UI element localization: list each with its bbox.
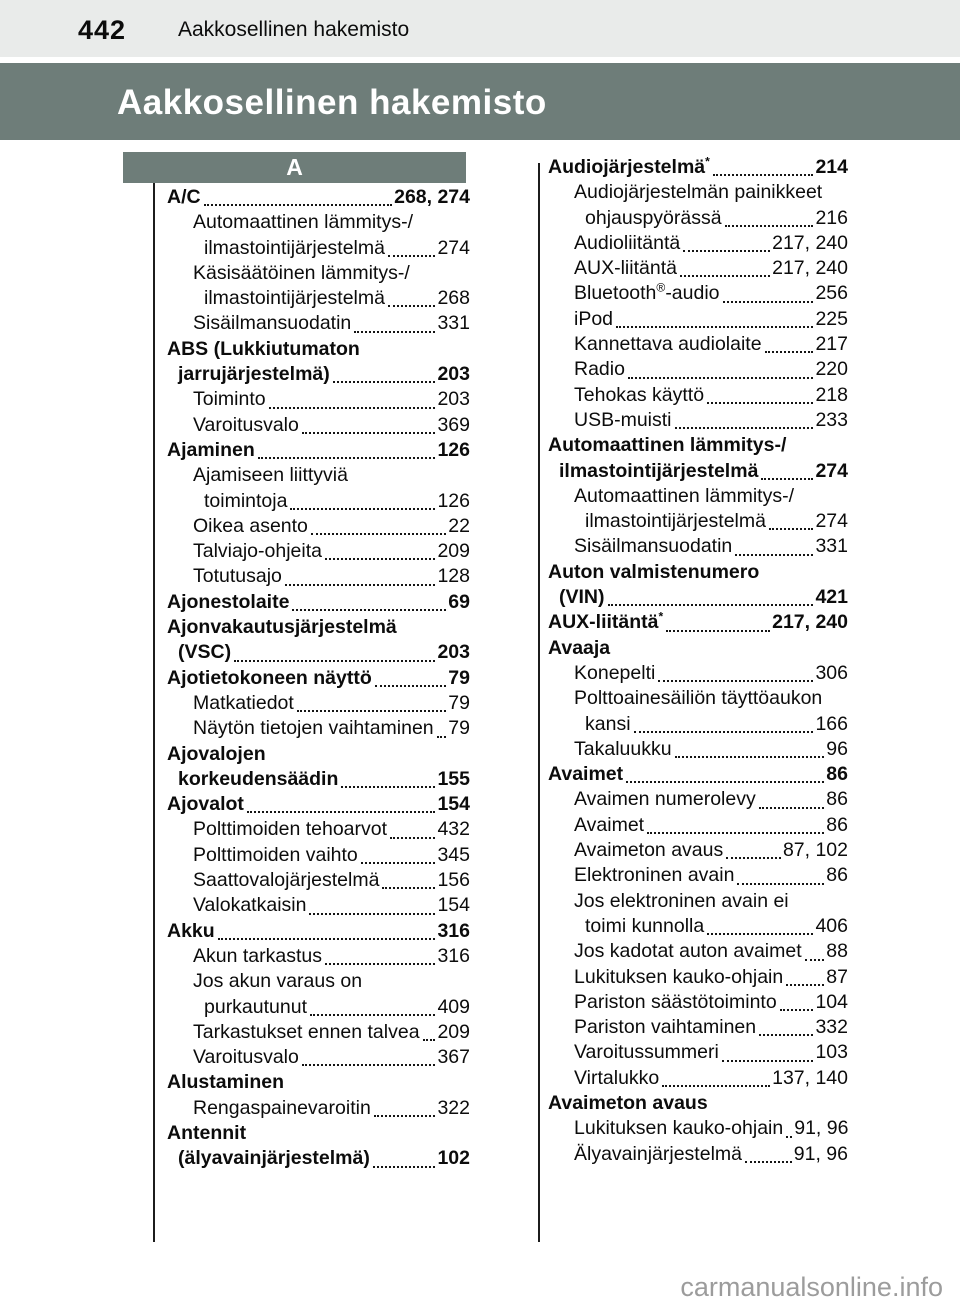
dot-leader bbox=[333, 381, 436, 383]
index-page-number: 155 bbox=[437, 767, 470, 790]
dot-leader bbox=[726, 857, 781, 859]
index-entry-line bbox=[167, 666, 470, 691]
dot-leader bbox=[325, 558, 435, 560]
index-page-number: 331 bbox=[815, 535, 848, 558]
dot-leader bbox=[759, 1034, 813, 1036]
index-entry-line bbox=[167, 1096, 470, 1121]
dot-leader bbox=[247, 811, 436, 813]
index-entry-label: iPod bbox=[574, 307, 614, 330]
dot-leader bbox=[722, 1060, 814, 1062]
index-entry-label: Valokatkaisin bbox=[193, 894, 307, 917]
index-entry-line bbox=[548, 838, 848, 863]
index-entry-label: ohjauspyörässä bbox=[585, 206, 722, 229]
index-page-number: 137, 140 bbox=[772, 1066, 848, 1089]
index-entry-label: Ajovalot bbox=[167, 793, 244, 816]
left-column-rule bbox=[153, 183, 155, 1242]
index-entry-label: Bluetooth®-audio bbox=[574, 280, 720, 305]
index-entry-line bbox=[548, 813, 848, 838]
index-entry-line bbox=[167, 944, 470, 969]
index-entry-label: Oikea asento bbox=[193, 514, 308, 537]
index-entry-line bbox=[167, 261, 470, 286]
index-page-number: 126 bbox=[437, 438, 470, 461]
chapter-title-banner bbox=[0, 63, 960, 140]
index-entry-label: USB-muisti bbox=[574, 408, 672, 431]
index-entry-line bbox=[548, 459, 848, 484]
index-page-number: 256 bbox=[815, 282, 848, 305]
dot-leader bbox=[675, 756, 825, 758]
dot-leader bbox=[745, 1161, 792, 1163]
index-entry-line bbox=[167, 742, 470, 767]
superscript-marker: * bbox=[705, 154, 710, 169]
index-entry-label: Lukituksen kauko-ohjain bbox=[574, 965, 784, 988]
index-entry-line bbox=[167, 893, 470, 918]
index-entry-label: Jos kadotat auton avaimet bbox=[574, 940, 802, 963]
index-entry-label: Audiojärjestelmän painikkeet bbox=[574, 181, 823, 204]
index-entry-label: ilmastointijärjestelmä bbox=[204, 287, 385, 310]
page-number-header: 442 bbox=[78, 15, 127, 45]
dot-leader bbox=[437, 736, 447, 738]
index-entry-line bbox=[548, 661, 848, 686]
index-entry-line bbox=[548, 965, 848, 990]
index-entry-line bbox=[167, 286, 470, 311]
index-entry-line bbox=[167, 1020, 470, 1045]
index-entry-label: Akun tarkastus bbox=[193, 944, 322, 967]
dot-leader bbox=[374, 1115, 436, 1117]
index-entry-label: Varoitusvalo bbox=[193, 1046, 299, 1069]
index-entry-label: Käsisäätöinen lämmitys-/ bbox=[193, 261, 410, 284]
index-entry-line bbox=[548, 939, 848, 964]
index-entry-label: Jos elektroninen avain ei bbox=[574, 889, 789, 912]
dot-leader bbox=[725, 225, 814, 227]
index-entry-label: A/C bbox=[167, 186, 201, 208]
dot-leader bbox=[218, 938, 436, 940]
index-page-number: 345 bbox=[437, 843, 470, 866]
dot-leader bbox=[354, 331, 435, 333]
dot-leader bbox=[805, 959, 825, 961]
index-page-number: 88 bbox=[826, 940, 848, 963]
index-entry-line bbox=[167, 919, 470, 944]
index-entry-label: Audiojärjestelmä* bbox=[548, 154, 710, 178]
index-entry-label: Älyavainjärjestelmä bbox=[574, 1142, 742, 1165]
index-entry-label: Alustaminen bbox=[167, 1071, 285, 1094]
index-entry-label: Takaluukku bbox=[574, 737, 672, 760]
index-page-number: 332 bbox=[815, 1016, 848, 1039]
index-entry-line bbox=[167, 413, 470, 438]
index-entry-label: Ajonvakautusjärjestelmä bbox=[167, 616, 397, 639]
index-page-number: 322 bbox=[437, 1096, 470, 1119]
index-page-number: 87 bbox=[826, 965, 848, 988]
index-page-number: 154 bbox=[437, 894, 470, 917]
index-entry-line bbox=[167, 640, 470, 665]
index-entry-label: Auton valmistenumero bbox=[548, 560, 760, 583]
index-entry-label: Ajonestolaite bbox=[167, 590, 290, 613]
dot-leader bbox=[302, 1064, 436, 1066]
index-entry-line bbox=[167, 489, 470, 514]
index-entry-line bbox=[548, 889, 848, 914]
index-column-left bbox=[167, 185, 470, 1172]
index-entry-line bbox=[167, 817, 470, 842]
index-entry-line bbox=[167, 210, 470, 235]
index-entry-line bbox=[167, 236, 470, 261]
dot-leader bbox=[375, 685, 447, 687]
index-entry-label: Audioliitäntä bbox=[574, 231, 681, 254]
index-page-number: 104 bbox=[815, 990, 848, 1013]
index-page-number: 274 bbox=[437, 236, 470, 259]
dot-leader bbox=[761, 478, 813, 480]
dot-leader bbox=[204, 204, 393, 206]
index-page-number: 86 bbox=[826, 813, 848, 836]
index-entry-line bbox=[167, 995, 470, 1020]
index-entry-label: Avaimeton avaus bbox=[574, 839, 724, 862]
index-entry-label: (älyavainjärjestelmä) bbox=[178, 1147, 370, 1170]
index-entry-label: Avaaja bbox=[548, 636, 611, 659]
index-page-number: 154 bbox=[437, 793, 470, 816]
dot-leader bbox=[309, 913, 435, 915]
index-entry-line bbox=[167, 716, 470, 741]
index-entry-label: Toiminto bbox=[193, 388, 266, 411]
index-entry-line bbox=[167, 767, 470, 792]
index-entry-label: Pariston vaihtaminen bbox=[574, 1016, 757, 1039]
index-page-number: 126 bbox=[437, 489, 470, 512]
index-entry-line bbox=[548, 787, 848, 812]
index-entry-label: Polttimoiden tehoarvot bbox=[193, 818, 388, 841]
index-entry-line bbox=[548, 990, 848, 1015]
dot-leader bbox=[311, 533, 446, 535]
index-entry-label: Automaattinen lämmitys-/ bbox=[548, 434, 787, 457]
index-entry-label: Radio bbox=[574, 358, 625, 381]
index-entry-label: Sisäilmansuodatin bbox=[574, 535, 733, 558]
index-page-number: 166 bbox=[815, 712, 848, 735]
index-page-number: 432 bbox=[437, 818, 470, 841]
index-entry-line bbox=[548, 307, 848, 332]
index-entry-label: Totutusajo bbox=[193, 565, 282, 588]
index-entry-line bbox=[167, 615, 470, 640]
column-divider-rule bbox=[538, 163, 540, 1242]
dot-leader bbox=[325, 963, 435, 965]
dot-leader bbox=[680, 275, 770, 277]
index-page-number: 217, 240 bbox=[772, 257, 848, 280]
dot-leader bbox=[310, 1014, 435, 1016]
index-entry-line bbox=[548, 509, 848, 534]
index-entry-line bbox=[167, 1045, 470, 1070]
index-page-number: 217 bbox=[815, 333, 848, 356]
index-entry-label: Virtalukko bbox=[574, 1066, 660, 1089]
index-entry-label: Konepelti bbox=[574, 661, 656, 684]
index-entry-line bbox=[548, 737, 848, 762]
index-page-number: 409 bbox=[437, 995, 470, 1018]
index-entry-label: Kannettava audiolaite bbox=[574, 333, 762, 356]
index-page-number: 86 bbox=[826, 763, 848, 786]
dot-leader bbox=[683, 250, 770, 252]
index-entry-line bbox=[548, 712, 848, 737]
index-page-number: 203 bbox=[437, 641, 470, 664]
index-page-number: 87, 102 bbox=[782, 839, 848, 862]
dot-leader bbox=[658, 680, 813, 682]
dot-leader bbox=[634, 731, 814, 733]
index-entry-line bbox=[548, 332, 848, 357]
index-entry-line bbox=[548, 610, 848, 635]
section-letter-box bbox=[123, 152, 466, 183]
index-page-number: 316 bbox=[437, 919, 470, 942]
index-entry-line bbox=[167, 868, 470, 893]
index-entry-label: ABS (Lukkiutumaton bbox=[167, 337, 360, 360]
index-entry-label: Polttimoiden vaihto bbox=[193, 843, 358, 866]
dot-leader bbox=[390, 837, 435, 839]
index-entry-label: Automaattinen lämmitys-/ bbox=[193, 211, 413, 234]
index-entry-line bbox=[548, 256, 848, 281]
index-page-number: 203 bbox=[437, 363, 470, 386]
index-entry-line bbox=[167, 463, 470, 488]
dot-leader bbox=[297, 710, 446, 712]
index-entry-line bbox=[548, 1040, 848, 1065]
index-entry-label: Antennit bbox=[167, 1121, 247, 1144]
index-page-number: 103 bbox=[815, 1041, 848, 1064]
dot-leader bbox=[388, 305, 435, 307]
index-entry-line bbox=[548, 155, 848, 180]
index-page-number: 203 bbox=[437, 388, 470, 411]
index-page-number: 220 bbox=[815, 358, 848, 381]
index-page-number: 331 bbox=[437, 312, 470, 335]
index-entry-label: AUX-liitäntä* bbox=[548, 609, 664, 634]
index-entry-label: toimi kunnolla bbox=[585, 914, 705, 937]
index-entry-line bbox=[548, 534, 848, 559]
index-page-number: 209 bbox=[437, 540, 470, 563]
index-entry-line bbox=[167, 590, 470, 615]
index-entry-line bbox=[167, 185, 470, 210]
dot-leader bbox=[382, 887, 435, 889]
index-page-number: 217, 240 bbox=[772, 611, 848, 634]
index-entry-label: kansi bbox=[585, 712, 631, 735]
index-entry-line bbox=[167, 843, 470, 868]
index-entry-line bbox=[167, 564, 470, 589]
index-page-number: 306 bbox=[815, 661, 848, 684]
dot-leader bbox=[780, 1009, 814, 1011]
index-entry-label: Ajotietokoneen näyttö bbox=[167, 666, 372, 689]
index-entry-line bbox=[548, 408, 848, 433]
dot-leader bbox=[285, 584, 436, 586]
index-page-number: 86 bbox=[826, 788, 848, 811]
index-page-number: 91, 96 bbox=[794, 1117, 849, 1140]
chapter-title: Aakkosellinen hakemisto bbox=[117, 83, 547, 122]
dot-leader bbox=[786, 984, 824, 986]
index-entry-label: Matkatiedot bbox=[193, 691, 294, 714]
index-entry-label: Avaimeton avaus bbox=[548, 1091, 708, 1114]
index-page-number: 96 bbox=[826, 737, 848, 760]
index-entry-line bbox=[548, 686, 848, 711]
dot-leader bbox=[759, 807, 825, 809]
dot-leader bbox=[707, 402, 813, 404]
index-entry-label: Ajaminen bbox=[167, 438, 255, 461]
index-entry-line bbox=[548, 206, 848, 231]
dot-leader bbox=[735, 554, 813, 556]
index-entry-label: (VIN) bbox=[559, 586, 605, 609]
index-entry-label: Saattovalojärjestelmä bbox=[193, 869, 380, 892]
dot-leader bbox=[786, 1136, 792, 1138]
index-page-number: 79 bbox=[448, 717, 470, 740]
dot-leader bbox=[423, 1039, 436, 1041]
index-entry-line bbox=[548, 357, 848, 382]
index-page-number: 367 bbox=[437, 1046, 470, 1069]
index-entry-label: Lukituksen kauko-ohjain bbox=[574, 1117, 784, 1140]
dot-leader bbox=[292, 609, 446, 611]
index-entry-label: AUX-liitäntä bbox=[574, 257, 677, 280]
index-entry-line bbox=[548, 1091, 848, 1116]
index-entry-line bbox=[167, 539, 470, 564]
index-entry-line bbox=[167, 362, 470, 387]
index-page-number: 79 bbox=[448, 666, 470, 689]
page-header-bar bbox=[0, 0, 960, 57]
section-letter: A bbox=[286, 154, 303, 180]
index-page-number: 406 bbox=[815, 914, 848, 937]
index-column-right bbox=[548, 155, 848, 1167]
index-entry-label: ilmastointijärjestelmä bbox=[585, 510, 766, 533]
dot-leader bbox=[723, 301, 814, 303]
index-entry-label: Ajovalojen bbox=[167, 742, 266, 765]
index-page-number: 209 bbox=[437, 1020, 470, 1043]
dot-leader bbox=[302, 432, 436, 434]
index-page-number: 268, 274 bbox=[394, 186, 470, 208]
dot-leader bbox=[769, 528, 813, 530]
dot-leader bbox=[361, 862, 436, 864]
index-entry-label: Tehokas käyttö bbox=[574, 383, 705, 406]
index-entry-line bbox=[167, 1070, 470, 1095]
index-entry-line bbox=[167, 387, 470, 412]
index-entry-label: Talviajo-ohjeita bbox=[193, 540, 322, 563]
index-entry-label: Näytön tietojen vaihtaminen bbox=[193, 717, 434, 740]
index-page-number: 218 bbox=[815, 383, 848, 406]
index-entry-line bbox=[548, 231, 848, 256]
index-entry-label: Tarkastukset ennen talvea bbox=[193, 1020, 420, 1043]
index-page-number: 225 bbox=[815, 307, 848, 330]
index-entry-label: ilmastointijärjestelmä bbox=[204, 236, 385, 259]
index-entry-label: Elektroninen avain bbox=[574, 864, 735, 887]
index-entry-line bbox=[167, 969, 470, 994]
index-page-number: 316 bbox=[437, 944, 470, 967]
index-entry-line bbox=[548, 914, 848, 939]
index-entry-line bbox=[548, 433, 848, 458]
index-entry-label: purkautunut bbox=[204, 995, 307, 1018]
dot-leader bbox=[662, 1085, 770, 1087]
index-page-number: 91, 96 bbox=[793, 1142, 848, 1165]
index-page-number: 216 bbox=[815, 206, 848, 229]
index-page-number: 217, 240 bbox=[772, 231, 848, 254]
dot-leader bbox=[388, 255, 435, 257]
index-entry-label: Avaimet bbox=[574, 813, 645, 836]
dot-leader bbox=[616, 326, 813, 328]
index-entry-line bbox=[167, 1146, 470, 1171]
index-page-number: 102 bbox=[437, 1147, 470, 1170]
dot-leader bbox=[628, 377, 814, 379]
index-entry-line bbox=[167, 438, 470, 463]
index-entry-line bbox=[548, 560, 848, 585]
index-entry-line bbox=[548, 281, 848, 306]
index-entry-label: Ajamiseen liittyviä bbox=[193, 464, 348, 487]
index-entry-label: (VSC) bbox=[178, 641, 232, 664]
index-page-number: 214 bbox=[815, 156, 848, 178]
index-page-number: 22 bbox=[448, 514, 470, 537]
watermark-text: carmanualsonline.info bbox=[680, 1272, 943, 1302]
dot-leader bbox=[675, 427, 814, 429]
index-entry-label: jarrujärjestelmä) bbox=[178, 363, 330, 386]
index-entry-label: Jos akun varaus on bbox=[193, 970, 363, 993]
superscript-marker: * bbox=[658, 609, 664, 624]
index-entry-line bbox=[548, 383, 848, 408]
index-entry-line bbox=[548, 863, 848, 888]
index-page-number: 86 bbox=[826, 864, 848, 887]
dot-leader bbox=[290, 508, 435, 510]
index-page-number: 79 bbox=[448, 691, 470, 714]
index-entry-label: Pariston säästötoiminto bbox=[574, 990, 777, 1013]
index-page-number: 156 bbox=[437, 869, 470, 892]
index-page-number: 421 bbox=[815, 586, 848, 609]
dot-leader bbox=[713, 174, 814, 176]
index-entry-label: Polttoainesäiliön täyttöaukon bbox=[574, 687, 823, 710]
dot-leader bbox=[737, 883, 824, 885]
index-page-number: 268 bbox=[437, 287, 470, 310]
index-entry-label: Rengaspainevaroitin bbox=[193, 1096, 371, 1119]
index-page-number: 128 bbox=[437, 565, 470, 588]
index-entry-line bbox=[167, 514, 470, 539]
index-entry-line bbox=[548, 180, 848, 205]
index-entry-line bbox=[167, 691, 470, 716]
index-entry-label: ilmastointijärjestelmä bbox=[559, 459, 759, 482]
index-entry-label: Avaimen numerolevy bbox=[574, 788, 756, 811]
index-entry-label: Akku bbox=[167, 919, 215, 942]
index-entry-label: Varoitussummeri bbox=[574, 1041, 719, 1064]
index-entry-label: Avaimet bbox=[548, 763, 624, 786]
dot-leader bbox=[626, 781, 824, 783]
index-entry-label: korkeudensäädin bbox=[178, 767, 339, 790]
page-header-title: Aakkosellinen hakemisto bbox=[178, 18, 410, 41]
index-entry-line bbox=[167, 1121, 470, 1146]
dot-leader bbox=[341, 786, 435, 788]
index-entry-line bbox=[167, 311, 470, 336]
index-entry-label: Varoitusvalo bbox=[193, 413, 299, 436]
index-entry-line bbox=[167, 792, 470, 817]
index-entry-label: Automaattinen lämmitys-/ bbox=[574, 484, 794, 507]
dot-leader bbox=[373, 1166, 436, 1168]
dot-leader bbox=[666, 630, 770, 632]
dot-leader bbox=[258, 457, 436, 459]
index-entry-label: Sisäilmansuodatin bbox=[193, 312, 352, 335]
index-entry-line bbox=[548, 636, 848, 661]
index-page-number: 233 bbox=[815, 408, 848, 431]
dot-leader bbox=[765, 351, 814, 353]
index-entry-line bbox=[548, 1142, 848, 1167]
dot-leader bbox=[707, 933, 813, 935]
dot-leader bbox=[234, 660, 435, 662]
index-page-number: 274 bbox=[815, 510, 848, 533]
index-entry-line bbox=[548, 1116, 848, 1141]
index-entry-line bbox=[167, 337, 470, 362]
index-entry-line bbox=[548, 762, 848, 787]
dot-leader bbox=[269, 407, 436, 409]
index-page-number: 274 bbox=[815, 459, 848, 482]
dot-leader bbox=[647, 832, 824, 834]
index-entry-line bbox=[548, 1015, 848, 1040]
index-entry-line bbox=[548, 1066, 848, 1091]
dot-leader bbox=[608, 604, 814, 606]
superscript-marker: ® bbox=[656, 280, 666, 295]
index-entry-label: toimintoja bbox=[204, 489, 288, 512]
index-page-number: 369 bbox=[437, 413, 470, 436]
index-page-number: 69 bbox=[448, 590, 470, 613]
index-entry-line bbox=[548, 585, 848, 610]
index-entry-line bbox=[548, 484, 848, 509]
